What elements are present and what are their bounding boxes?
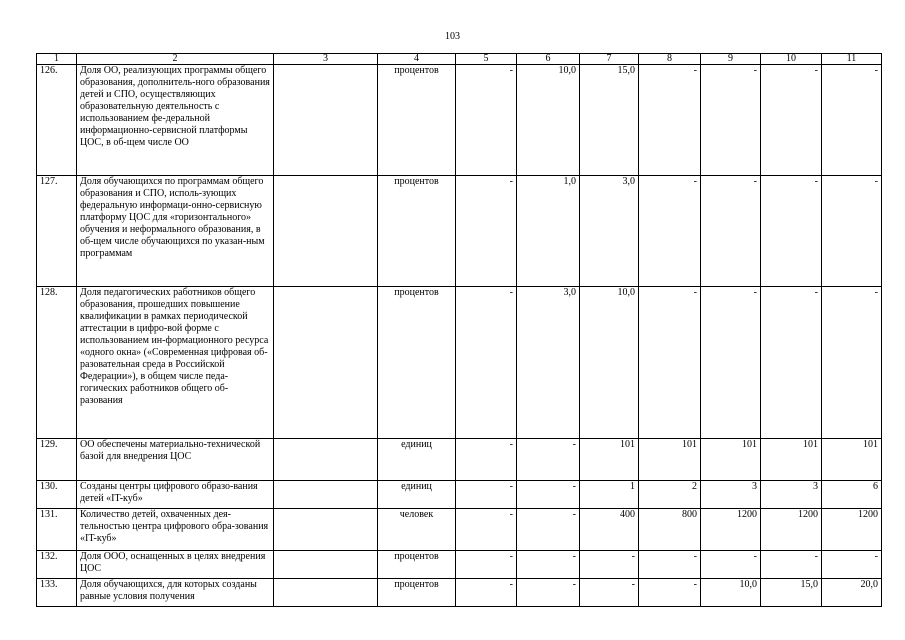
indicator-name: Доля педагогических работников общего образования, прошедших повышение квалификации в рамках периодической аттестации в цифро-вой форме с использованием ин-формационного ресурса «одного окна» («Современная цифровая об-разовательная среда в Российской Федерации»), в общем числе педа-гогических работников общего об-разования bbox=[77, 287, 274, 439]
value-cell: 10,0 bbox=[701, 579, 761, 607]
value-cell: 1200 bbox=[701, 509, 761, 551]
unit-cell: процентов bbox=[378, 287, 456, 439]
table-row bbox=[37, 176, 882, 287]
column-header: 2 bbox=[77, 54, 274, 65]
row-number: 129. bbox=[37, 439, 77, 481]
table-row bbox=[37, 551, 882, 579]
indicator-name: Доля ООО, оснащенных в целях внедрения ЦОС bbox=[77, 551, 274, 579]
column-header: 3 bbox=[274, 54, 378, 65]
column-header: 10 bbox=[761, 54, 822, 65]
value-cell: - bbox=[456, 551, 517, 579]
unit-cell: человек bbox=[378, 509, 456, 551]
value-cell: 101 bbox=[822, 439, 882, 481]
unit-cell: единиц bbox=[378, 481, 456, 509]
value-cell: 3 bbox=[701, 481, 761, 509]
unit-cell: процентов bbox=[378, 65, 456, 176]
unit-cell: единиц bbox=[378, 439, 456, 481]
value-cell: 3,0 bbox=[580, 176, 639, 287]
column-3-cell bbox=[274, 439, 378, 481]
value-cell: - bbox=[701, 176, 761, 287]
value-cell: 3,0 bbox=[517, 287, 580, 439]
indicator-name: Доля обучающихся, для которых созданы равные условия получения bbox=[77, 579, 274, 607]
indicator-name: Количество детей, охваченных дея-тельностью центра цифрового обра-зования «IT-куб» bbox=[77, 509, 274, 551]
indicator-name: Доля обучающихся по программам общего образования и СПО, исполь-зующих федеральную информаци-онно-сервисную платформу ЦОС для «горизонтального» обучения и неформального образования, в об-щем числе обучающихся по указан-ным программам bbox=[77, 176, 274, 287]
value-cell: - bbox=[456, 481, 517, 509]
column-header: 6 bbox=[517, 54, 580, 65]
value-cell: - bbox=[517, 439, 580, 481]
table-row bbox=[37, 65, 882, 176]
value-cell: - bbox=[456, 439, 517, 481]
value-cell: 20,0 bbox=[822, 579, 882, 607]
value-cell: - bbox=[580, 579, 639, 607]
table-row bbox=[37, 439, 882, 481]
value-cell: - bbox=[761, 176, 822, 287]
table-row bbox=[37, 509, 882, 551]
value-cell: 101 bbox=[761, 439, 822, 481]
row-number: 132. bbox=[37, 551, 77, 579]
indicator-name: ОО обеспечены материально-технической базой для внедрения ЦОС bbox=[77, 439, 274, 481]
value-cell: 10,0 bbox=[580, 287, 639, 439]
value-cell: - bbox=[761, 551, 822, 579]
value-cell: 2 bbox=[639, 481, 701, 509]
value-cell: - bbox=[456, 65, 517, 176]
indicator-name: Созданы центры цифрового образо-вания детей «IT-куб» bbox=[77, 481, 274, 509]
row-number: 131. bbox=[37, 509, 77, 551]
value-cell: - bbox=[580, 551, 639, 579]
column-3-cell bbox=[274, 287, 378, 439]
value-cell: - bbox=[822, 287, 882, 439]
value-cell: - bbox=[761, 287, 822, 439]
value-cell: - bbox=[517, 509, 580, 551]
unit-cell: процентов bbox=[378, 579, 456, 607]
value-cell: - bbox=[822, 551, 882, 579]
column-header: 11 bbox=[822, 54, 882, 65]
column-header: 1 bbox=[37, 54, 77, 65]
row-number: 128. bbox=[37, 287, 77, 439]
column-header: 8 bbox=[639, 54, 701, 65]
row-number: 130. bbox=[37, 481, 77, 509]
value-cell: 15,0 bbox=[580, 65, 639, 176]
column-3-cell bbox=[274, 481, 378, 509]
indicators-table bbox=[36, 53, 882, 607]
value-cell: - bbox=[701, 65, 761, 176]
value-cell: - bbox=[822, 176, 882, 287]
row-number: 126. bbox=[37, 65, 77, 176]
value-cell: 15,0 bbox=[761, 579, 822, 607]
page-number: 103 bbox=[445, 31, 460, 42]
unit-cell: процентов bbox=[378, 176, 456, 287]
column-3-cell bbox=[274, 579, 378, 607]
value-cell: - bbox=[456, 287, 517, 439]
header-row bbox=[37, 54, 882, 65]
value-cell: - bbox=[761, 65, 822, 176]
indicator-name: Доля ОО, реализующих программы общего образования, дополнитель-ного образования детей и СПО, осуществляющих образовательную деятельность с использованием фе-деральной информационно-сервисной платформы ЦОС, в об-щем числе ОО bbox=[77, 65, 274, 176]
column-header: 7 bbox=[580, 54, 639, 65]
column-3-cell bbox=[274, 65, 378, 176]
value-cell: - bbox=[639, 551, 701, 579]
value-cell: - bbox=[456, 579, 517, 607]
value-cell: 3 bbox=[761, 481, 822, 509]
column-3-cell bbox=[274, 551, 378, 579]
value-cell: 6 bbox=[822, 481, 882, 509]
value-cell: - bbox=[456, 509, 517, 551]
value-cell: - bbox=[701, 551, 761, 579]
value-cell: - bbox=[517, 579, 580, 607]
value-cell: - bbox=[517, 551, 580, 579]
value-cell: 800 bbox=[639, 509, 701, 551]
value-cell: - bbox=[639, 579, 701, 607]
value-cell: - bbox=[639, 65, 701, 176]
value-cell: 400 bbox=[580, 509, 639, 551]
value-cell: - bbox=[701, 287, 761, 439]
row-number: 133. bbox=[37, 579, 77, 607]
value-cell: 1,0 bbox=[517, 176, 580, 287]
value-cell: 1200 bbox=[761, 509, 822, 551]
value-cell: 10,0 bbox=[517, 65, 580, 176]
unit-cell: процентов bbox=[378, 551, 456, 579]
value-cell: - bbox=[639, 176, 701, 287]
value-cell: 101 bbox=[580, 439, 639, 481]
table-row bbox=[37, 579, 882, 607]
column-3-cell bbox=[274, 509, 378, 551]
table-row bbox=[37, 287, 882, 439]
value-cell: 101 bbox=[701, 439, 761, 481]
column-header: 5 bbox=[456, 54, 517, 65]
column-header: 9 bbox=[701, 54, 761, 65]
value-cell: 1200 bbox=[822, 509, 882, 551]
column-3-cell bbox=[274, 176, 378, 287]
value-cell: - bbox=[517, 481, 580, 509]
table-row bbox=[37, 481, 882, 509]
value-cell: 101 bbox=[639, 439, 701, 481]
value-cell: 1 bbox=[580, 481, 639, 509]
value-cell: - bbox=[639, 287, 701, 439]
value-cell: - bbox=[822, 65, 882, 176]
row-number: 127. bbox=[37, 176, 77, 287]
value-cell: - bbox=[456, 176, 517, 287]
column-header: 4 bbox=[378, 54, 456, 65]
